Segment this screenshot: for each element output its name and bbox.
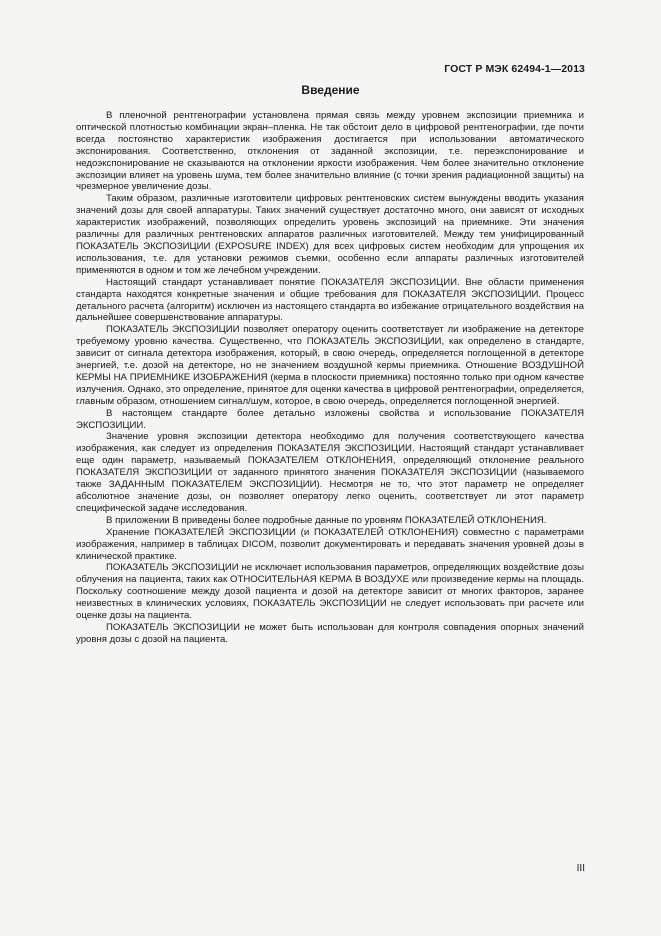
paragraph: Значение уровня экспозиции детектора необходимо для получения соответствующего качества изображения, как следует из определения ПОКАЗАТЕЛЯ ЭКСПОЗИЦИИ. Настоящий стандарт устанавливает еще один параметр, называемый ПОКАЗАТЕЛЕМ ОТКЛОНЕНИЯ, определяющий отклонение реального ПОКАЗАТЕЛЯ ЭКСПОЗИЦИИ от заданного принятого значения ПОКАЗАТЕЛЯ ЭКСПОЗИЦИИ (называемого также ЗАДАННЫМ ПОКАЗАТЕЛЕМ ЭКСПОЗИЦИИ). Несмотря не то, что этот параметр не определяет абсолютное значение дозы, он позволяет оператору легко оценить, соответствует ли этот параметр специфической задаче исследования. xyxy=(76,431,584,514)
paragraph: Настоящий стандарт устанавливает понятие ПОКАЗАТЕЛЯ ЭКСПОЗИЦИИ. Вне области применения стандарта находятся конкретные значения и общие требования для ПОКАЗАТЕЛЯ ЭКСПОЗИЦИИ. Процесс детального расчета (алгоритм) исключен из настоящего стандарта во избежание отрицательного воздействия на дальнейшее совершенствование аппаратуры. xyxy=(76,276,584,324)
paragraph: Хранение ПОКАЗАТЕЛЕЙ ЭКСПОЗИЦИИ (и ПОКАЗАТЕЛЕЙ ОТКЛОНЕНИЯ) совместно с параметрами изображения, например в таблицах DICOM, позволит документировать и передавать значения уровней дозы в клинической практике. xyxy=(76,526,584,562)
paragraph: ПОКАЗАТЕЛЬ ЭКСПОЗИЦИИ не исключает использования параметров, определяющих воздействие дозы облучения на пациента, таких как ОТНОСИТЕЛЬНАЯ КЕРМА В ВОЗДУХЕ или произведение кермы на площадь. Поскольку соотношение между дозой пациента и дозой на детекторе зависит от многих факторов, заранее неизвестных в клинических условиях, ПОКАЗАТЕЛЬ ЭКСПОЗИЦИИ не следует использовать при расчете или оценке дозы на пациента. xyxy=(76,562,584,622)
page-number: III xyxy=(576,863,585,874)
paragraph: В приложении В приведены более подробные данные по уровням ПОКАЗАТЕЛЕЙ ОТКЛОНЕНИЯ. xyxy=(106,514,547,526)
paragraph: В пленочной рентгенографии установлена прямая связь между уровнем экспозиции приемника и оптической плотностью комбинации экран–пленка. Не так обстоит дело в цифровой рентгенографии, где почти всегда постоянство характеристик изображения достигается при использовании автоматического экспонирования. Соответственно, отклонения от заданной экспозиции, т.е. переэкспонирование и недоэкспонирование не сказываются на отклонении яркости изображения. Чем более значительно отклонение экспозиции влияет на уровень шума, тем более значительно влияние (с точки зрения радиационной защиты) на чрезмерное увеличение дозы. xyxy=(76,110,584,193)
document-standard-id: ГОСТ Р МЭК 62494-1—2013 xyxy=(444,63,585,75)
section-title: Введение xyxy=(301,83,360,97)
body-text xyxy=(76,110,584,646)
paragraph: ПОКАЗАТЕЛЬ ЭКСПОЗИЦИИ не может быть использован для контроля совпадения опорных значений уровня дозы с дозой на пациента. xyxy=(76,621,584,645)
paragraph: Таким образом, различные изготовители цифровых рентгеновских систем вынуждены вводить указания значений дозы для своей аппаратуры. Таких значений существует достаточно много, они зависят от исходных характеристик изображений, позволяющих определить уровень экспозиций на приемнике. Эти значения различны для различных рентгеновских аппаратов различных изготовителей. Между тем унифицированный ПОКАЗАТЕЛЬ ЭКСПОЗИЦИИ (EXPOSURE INDEX) для всех цифровых систем необходим для упрощения их использования, т.е. для установки режимов съемки, особенно если аппараты различных изготовителей применяются в одном и том же лечебном учреждении. xyxy=(76,193,584,276)
paragraph: В настоящем стандарте более детально изложены свойства и использование ПОКАЗАТЕЛЯ ЭКСПОЗИЦИИ. xyxy=(76,407,584,431)
paragraph: ПОКАЗАТЕЛЬ ЭКСПОЗИЦИИ позволяет оператору оценить соответствует ли изображение на детекторе требуемому уровню качества. Существенно, что ПОКАЗАТЕЛЬ ЭКСПОЗИЦИИ, как определено в стандарте, зависит от сигнала детектора изображения, который, в свою очередь, определяется поглощенной в детекторе энергией, т.е. дозой на детекторе, но не значением воздушной кермы приемника. Отношение ВОЗДУШНОЙ КЕРМЫ НА ПРИЕМНИКЕ ИЗОБРАЖЕНИЯ (керма в плоскости приемника) постоянно только при одном качестве излучения. Однако, это определение, принятое для оценки качества в цифровой рентгенографии, определяется, главным образом, отношением сигнал/шум, которое, в свою очередь, определяется поглощенной энергией. xyxy=(76,324,584,407)
